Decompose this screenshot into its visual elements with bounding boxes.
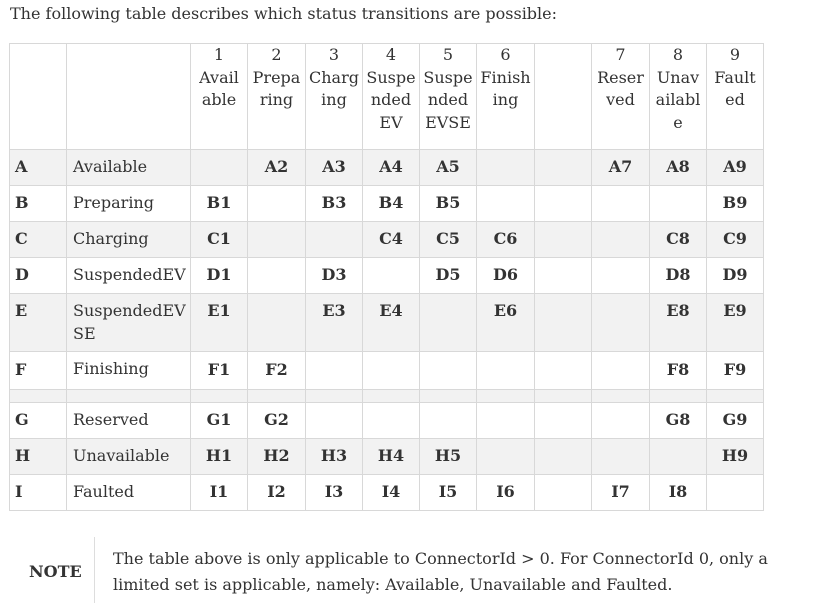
transition-cell: C4	[363, 222, 420, 258]
transition-cell: E3	[306, 294, 363, 352]
transition-cell: I6	[477, 475, 535, 511]
transition-cell: I7	[592, 475, 650, 511]
transition-cell: E4	[363, 294, 420, 352]
row-name: Finishing	[67, 352, 191, 390]
transition-cell: B3	[306, 186, 363, 222]
transition-cell: G2	[248, 403, 306, 439]
transition-cell: D9	[707, 258, 764, 294]
row-id: B	[10, 186, 67, 222]
transition-cell: G9	[707, 403, 764, 439]
row-name: Faulted	[67, 475, 191, 511]
note-label: NOTE	[29, 562, 82, 581]
transition-cell: H3	[306, 439, 363, 475]
transition-cell: C9	[707, 222, 764, 258]
note-divider	[94, 537, 95, 603]
transition-cell	[535, 403, 592, 439]
table-row	[10, 475, 764, 511]
transition-cell: F9	[707, 352, 764, 390]
transition-cell	[535, 352, 592, 390]
transition-cell	[363, 258, 420, 294]
table-row	[10, 294, 764, 352]
column-header	[535, 44, 592, 150]
transition-cell: I4	[363, 475, 420, 511]
transition-cell: I5	[420, 475, 477, 511]
transition-cell	[592, 352, 650, 390]
transition-cell	[592, 403, 650, 439]
transition-cell: D1	[191, 258, 248, 294]
transition-cell	[477, 403, 535, 439]
transition-cell	[191, 150, 248, 186]
transition-cell: I8	[650, 475, 707, 511]
transition-cell	[363, 403, 420, 439]
transition-cell	[592, 258, 650, 294]
row-id: G	[10, 403, 67, 439]
transition-cell: I2	[248, 475, 306, 511]
column-header: 2 Prepa ring	[248, 44, 306, 150]
row-name: SuspendedEV	[67, 258, 191, 294]
intro-text: The following table describes which status transitions are possible:	[10, 4, 558, 23]
transition-cell: D3	[306, 258, 363, 294]
transition-cell	[707, 475, 764, 511]
transition-cell: H5	[420, 439, 477, 475]
transition-cell	[306, 403, 363, 439]
transition-cell: F1	[191, 352, 248, 390]
transition-cell: B4	[363, 186, 420, 222]
row-name: Available	[67, 150, 191, 186]
column-header: 6 Finish ing	[477, 44, 535, 150]
transition-cell: A4	[363, 150, 420, 186]
transition-cell	[535, 258, 592, 294]
row-name: Preparing	[67, 186, 191, 222]
column-header: 4 Suspe nded EV	[363, 44, 420, 150]
row-id: F	[10, 352, 67, 390]
row-name: SuspendedEV SE	[67, 294, 191, 352]
header-corner-id	[10, 44, 67, 150]
column-header: 8 Unav ailabl e	[650, 44, 707, 150]
transition-cell	[420, 352, 477, 390]
transition-cell: E1	[191, 294, 248, 352]
transition-cell: F2	[248, 352, 306, 390]
row-id: E	[10, 294, 67, 352]
transition-cell	[477, 150, 535, 186]
transition-cell	[592, 439, 650, 475]
transition-cell: D5	[420, 258, 477, 294]
transition-cell	[535, 150, 592, 186]
transition-cell	[535, 294, 592, 352]
transition-cell: G1	[191, 403, 248, 439]
transition-cell: H2	[248, 439, 306, 475]
table-row	[10, 403, 764, 439]
table-row	[10, 186, 764, 222]
transition-cell: A3	[306, 150, 363, 186]
row-id: D	[10, 258, 67, 294]
transition-cell: E9	[707, 294, 764, 352]
transition-cell	[248, 222, 306, 258]
transition-cell: E6	[477, 294, 535, 352]
transition-cell	[477, 439, 535, 475]
transition-cell	[592, 186, 650, 222]
transition-cell: A7	[592, 150, 650, 186]
transition-cell: A9	[707, 150, 764, 186]
column-header: 3 Charg ing	[306, 44, 363, 150]
transition-cell	[535, 439, 592, 475]
transition-cell	[248, 258, 306, 294]
transition-cell	[420, 294, 477, 352]
transition-cell: B9	[707, 186, 764, 222]
transition-cell: C8	[650, 222, 707, 258]
table-spacer-row	[10, 390, 764, 403]
header-corner-name	[67, 44, 191, 150]
transition-cell: E8	[650, 294, 707, 352]
transition-cell	[306, 222, 363, 258]
row-name: Reserved	[67, 403, 191, 439]
transition-cell	[535, 222, 592, 258]
table-row	[10, 439, 764, 475]
status-transition-table	[9, 43, 764, 511]
transition-cell: A2	[248, 150, 306, 186]
row-id: I	[10, 475, 67, 511]
table-header-row	[10, 44, 764, 150]
transition-cell: H4	[363, 439, 420, 475]
transition-cell: G8	[650, 403, 707, 439]
row-id: H	[10, 439, 67, 475]
transition-cell	[363, 352, 420, 390]
transition-cell: I3	[306, 475, 363, 511]
transition-cell	[477, 186, 535, 222]
row-name: Unavailable	[67, 439, 191, 475]
transition-cell: C1	[191, 222, 248, 258]
transition-cell: A8	[650, 150, 707, 186]
table-row	[10, 258, 764, 294]
row-id: C	[10, 222, 67, 258]
transition-cell	[650, 439, 707, 475]
transition-cell: B5	[420, 186, 477, 222]
row-id: A	[10, 150, 67, 186]
table-row	[10, 150, 764, 186]
transition-cell: D6	[477, 258, 535, 294]
column-header: 7 Reser ved	[592, 44, 650, 150]
column-header: 1 Avail able	[191, 44, 248, 150]
note-text: The table above is only applicable to ConnectorId > 0. For ConnectorId 0, only a limited set is applicable, namely: Available, Unavailable and Faulted.	[113, 549, 768, 594]
row-name: Charging	[67, 222, 191, 258]
transition-cell: F8	[650, 352, 707, 390]
transition-cell	[248, 186, 306, 222]
transition-cell	[420, 403, 477, 439]
transition-cell: H1	[191, 439, 248, 475]
transition-cell	[248, 294, 306, 352]
transition-cell: C5	[420, 222, 477, 258]
transition-cell	[535, 186, 592, 222]
transition-cell	[535, 475, 592, 511]
table-row	[10, 352, 764, 390]
transition-cell: H9	[707, 439, 764, 475]
transition-cell	[477, 352, 535, 390]
transition-cell: C6	[477, 222, 535, 258]
column-header: 9 Fault ed	[707, 44, 764, 150]
transition-cell	[650, 186, 707, 222]
transition-cell	[592, 222, 650, 258]
column-header: 5 Suspe nded EVSE	[420, 44, 477, 150]
transition-cell: D8	[650, 258, 707, 294]
transition-cell: A5	[420, 150, 477, 186]
transition-cell	[592, 294, 650, 352]
transition-cell: I1	[191, 475, 248, 511]
transition-cell	[306, 352, 363, 390]
transition-cell: B1	[191, 186, 248, 222]
table-row	[10, 222, 764, 258]
